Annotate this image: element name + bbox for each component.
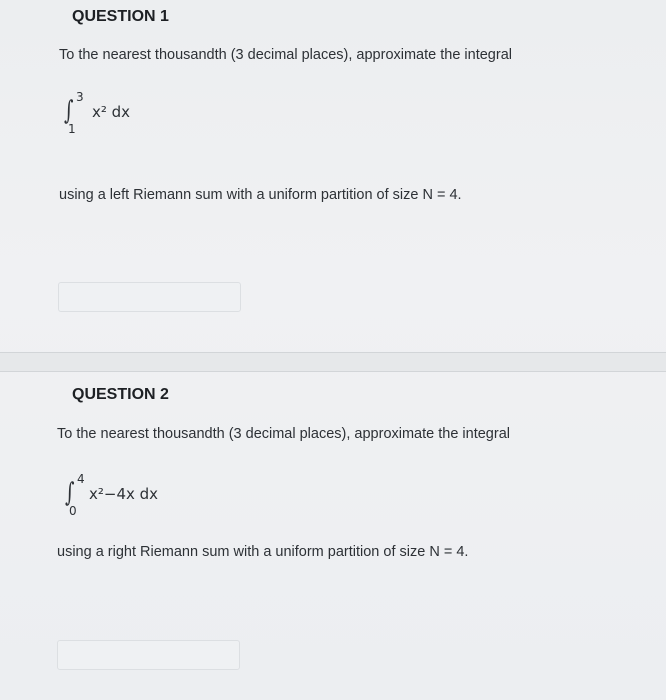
integral-sign-icon: ∫ (65, 478, 75, 508)
question-2-answer-input[interactable] (57, 640, 240, 670)
question-1-method: using a left Riemann sum with a uniform partition of size N = 4. (59, 187, 462, 203)
question-2 (0, 372, 666, 700)
question-2-prompt: To the nearest thousandth (3 decimal places), approximate the integral (57, 426, 510, 442)
integrand: x²−4x dx (89, 485, 159, 503)
integral-lower-limit: 0 (69, 504, 77, 518)
question-1-prompt: To the nearest thousandth (3 decimal places), approximate the integral (59, 47, 512, 63)
question-1-integral (62, 90, 182, 142)
question-2-integral (63, 472, 213, 524)
question-2-title: QUESTION 2 (72, 386, 169, 403)
question-1-answer-input[interactable] (58, 282, 241, 312)
integral-sign-icon: ∫ (64, 96, 74, 126)
question-divider (0, 352, 666, 372)
question-2-method: using a right Riemann sum with a uniform partition of size N = 4. (57, 544, 469, 560)
integrand: x² dx (92, 103, 131, 121)
integral-lower-limit: 1 (68, 122, 76, 136)
integral-upper-limit: 3 (76, 90, 84, 104)
question-1-title: QUESTION 1 (72, 8, 169, 25)
integral-upper-limit: 4 (77, 472, 85, 486)
